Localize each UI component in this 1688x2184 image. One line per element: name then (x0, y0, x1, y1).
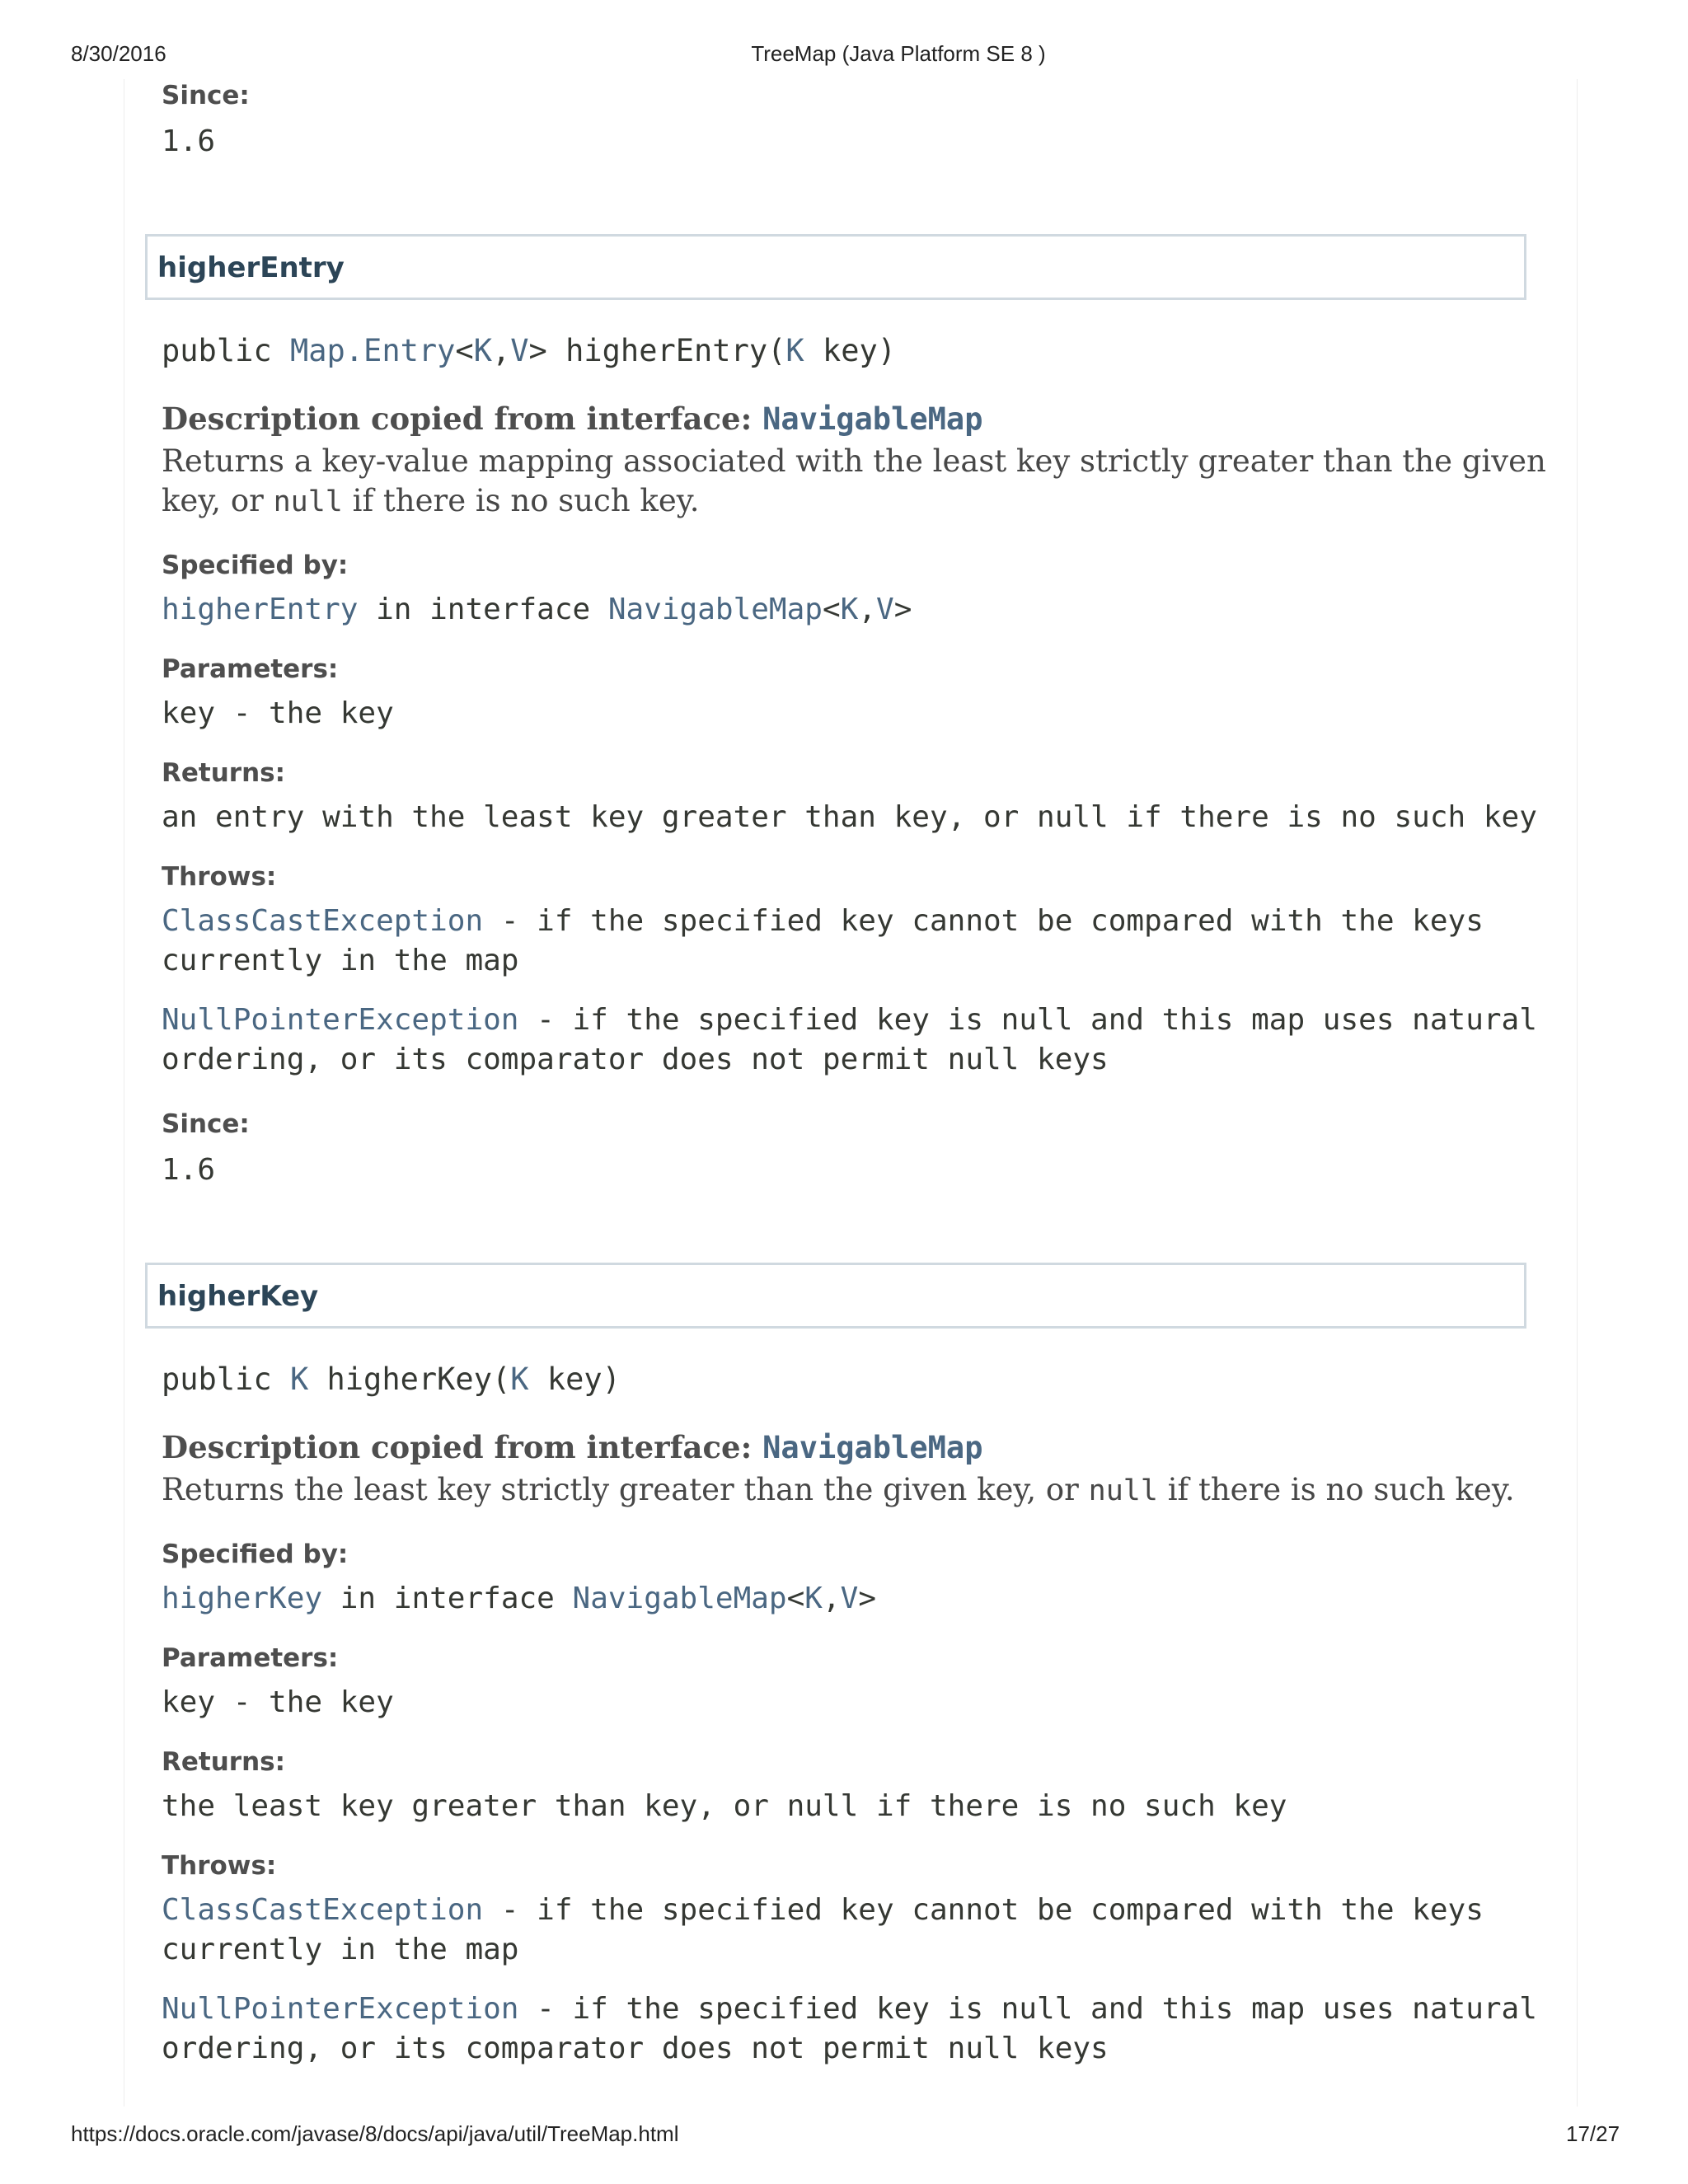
since-value: 1.6 (162, 124, 216, 158)
navigablemap-link[interactable]: NavigableMap (762, 401, 983, 437)
print-title: TreeMap (Java Platform SE 8 ) (751, 41, 1046, 66)
description-line (162, 1470, 1513, 1511)
description-heading (162, 401, 1530, 437)
type-k-link[interactable]: K (473, 333, 492, 368)
specified-by-label: Specified by: (162, 551, 349, 580)
specified-by-value (162, 590, 1530, 630)
text-run: , (858, 593, 877, 626)
throws-label: Throws: (162, 862, 277, 892)
member-heading-higherkey (145, 1263, 1526, 1329)
text-run: if there is no such key. (342, 483, 700, 518)
description-text (162, 442, 1546, 522)
member-title: higherEntry (157, 251, 345, 284)
throws-item (162, 902, 1530, 981)
throws-line: currently in the map (162, 944, 519, 977)
throws-line: ordering, or its comparator does not permit null keys (162, 2032, 1109, 2065)
text-run: in interface (358, 593, 608, 626)
parameters-label: Parameters: (162, 1643, 339, 1673)
throws-item (162, 1891, 1530, 1970)
page-number: 17/27 (1566, 2121, 1620, 2146)
description-heading (162, 1429, 1530, 1465)
text-run: - if the specified key cannot be compared with the keys (483, 1893, 1484, 1927)
throws-line (162, 902, 1530, 941)
type-k-link[interactable]: K (840, 593, 859, 626)
text-run: - if the specified key is null and this map uses natural (518, 1992, 1537, 2026)
sig-method-name: higherKey( (308, 1361, 511, 1397)
specified-by-value (162, 1579, 1530, 1619)
print-header (0, 41, 1688, 69)
print-date: 8/30/2016 (71, 41, 166, 66)
description-label: Description copied from interface: (162, 1429, 763, 1465)
map-entry-link[interactable]: Map.Entry (289, 333, 456, 368)
method-signature (162, 1361, 1530, 1397)
sig-param: key) (804, 333, 897, 368)
print-footer (0, 2121, 1688, 2149)
returns-value: the least key greater than key, or null if there is no such key (162, 1789, 1287, 1823)
sig-param: key) (528, 1361, 621, 1397)
type-k-link[interactable]: K (289, 1361, 309, 1397)
throws-item (162, 1001, 1537, 1080)
navigablemap-interface-link[interactable]: NavigableMap (572, 1582, 787, 1615)
print-url: https://docs.oracle.com/javase/8/docs/api/java/util/TreeMap.html (71, 2121, 679, 2146)
throws-item (162, 1990, 1537, 2069)
throws-line (162, 1990, 1537, 2029)
description-text (162, 1470, 1513, 1511)
code-null: null (273, 485, 343, 518)
throws-line: currently in the map (162, 1933, 519, 1966)
returns-value: an entry with the least key greater than key, or null if there is no such key (162, 800, 1537, 834)
description-label: Description copied from interface: (162, 401, 763, 437)
method-signature (162, 333, 1530, 368)
type-v-link[interactable]: V (510, 333, 529, 368)
since-label: Since: (162, 1109, 250, 1139)
nullpointerexception-link[interactable]: NullPointerException (162, 1003, 519, 1037)
throws-line (162, 1891, 1530, 1930)
param-type-k-link[interactable]: K (785, 333, 804, 368)
type-v-link[interactable]: V (840, 1582, 859, 1615)
text-run: - if the specified key is null and this map uses natural (518, 1003, 1537, 1037)
text-run: < (822, 593, 841, 626)
text-run: key, or (162, 483, 274, 518)
text-run: - if the specified key cannot be compared with the keys (483, 904, 1484, 938)
text-run: Returns the least key strictly greater than the given key, or (162, 1472, 1089, 1507)
sig-method-name: > higherEntry( (528, 333, 786, 368)
member-heading-higherentry (145, 234, 1526, 300)
throws-line: ordering, or its comparator does not permit null keys (162, 1043, 1109, 1076)
classcastexception-link[interactable]: ClassCastException (162, 904, 484, 938)
text-run: if there is no such key. (1157, 1472, 1515, 1507)
param-type-k-link[interactable]: K (510, 1361, 529, 1397)
nullpointerexception-link[interactable]: NullPointerException (162, 1992, 519, 2026)
specified-by-label: Specified by: (162, 1540, 349, 1569)
since-label: Since: (162, 81, 250, 110)
returns-label: Returns: (162, 758, 285, 788)
code-null: null (1088, 1474, 1158, 1507)
text-run: > (858, 1582, 877, 1615)
returns-label: Returns: (162, 1747, 285, 1777)
higherentry-link[interactable]: higherEntry (162, 593, 359, 626)
sig-punct: < (455, 333, 474, 368)
text-run: , (822, 1582, 841, 1615)
text-run: < (786, 1582, 805, 1615)
higherkey-link[interactable]: higherKey (162, 1582, 323, 1615)
text-run: > (893, 593, 912, 626)
since-value: 1.6 (162, 1153, 216, 1187)
parameters-label: Parameters: (162, 654, 339, 684)
parameters-value: key - the key (162, 1685, 394, 1719)
classcastexception-link[interactable]: ClassCastException (162, 1893, 484, 1927)
sig-modifier: public (162, 1361, 290, 1397)
description-line (162, 481, 1513, 522)
navigablemap-interface-link[interactable]: NavigableMap (607, 593, 823, 626)
throws-label: Throws: (162, 1851, 277, 1881)
type-k-link[interactable]: K (804, 1582, 823, 1615)
throws-line (162, 1001, 1537, 1040)
description-line: Returns a key-value mapping associated with the least key strictly greater than the given (162, 443, 1546, 479)
member-title: higherKey (157, 1280, 319, 1313)
sig-punct: , (491, 333, 511, 368)
text-run: in interface (322, 1582, 573, 1615)
sig-modifier: public (162, 333, 290, 368)
navigablemap-link[interactable]: NavigableMap (762, 1430, 983, 1465)
type-v-link[interactable]: V (876, 593, 894, 626)
parameters-value: key - the key (162, 696, 394, 730)
